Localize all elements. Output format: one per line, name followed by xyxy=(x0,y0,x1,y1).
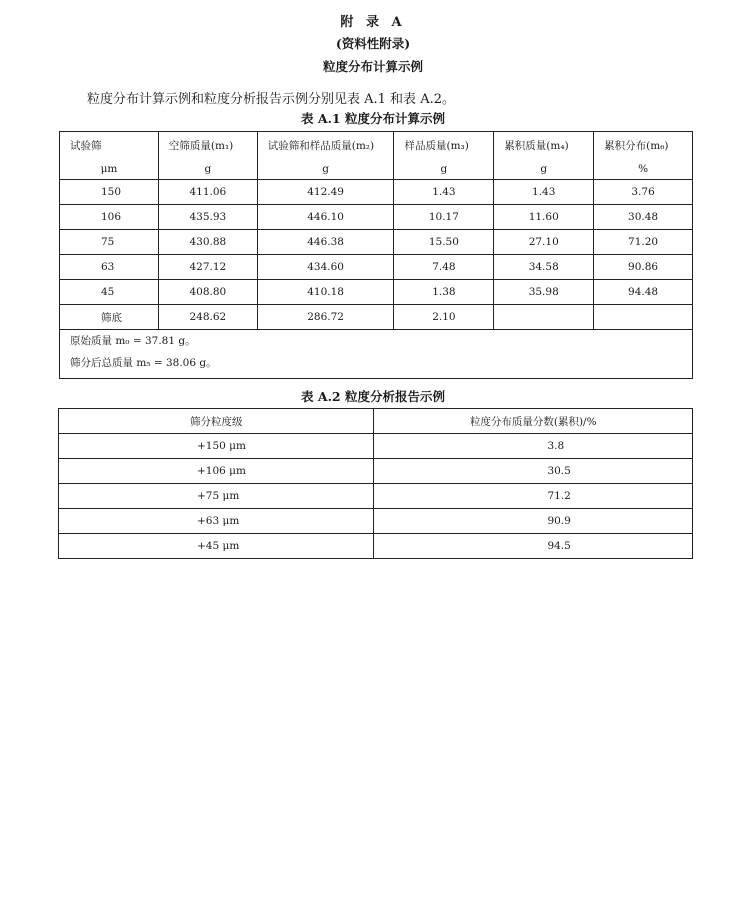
table-cell: 15.50 xyxy=(394,230,494,255)
note-total-mass: 筛分后总质量 m₅ = 38.06 g。 xyxy=(70,357,217,369)
table-cell: 30.5 xyxy=(374,459,693,484)
header-label: 样品质量(m₃) xyxy=(404,140,469,152)
table-cell: 94.5 xyxy=(374,534,693,559)
intro-paragraph: 粒度分布计算示例和粒度分析报告示例分别见表 A.1 和表 A.2。 xyxy=(87,92,455,107)
table-cell: 1.38 xyxy=(394,280,494,305)
header-unit: g xyxy=(322,163,329,175)
table-a2 xyxy=(58,408,693,559)
table-cell: 筛底 xyxy=(60,305,159,330)
table-cell: 106 xyxy=(60,205,159,230)
table-cell: +45 μm xyxy=(59,534,374,559)
table-cell: 45 xyxy=(60,280,159,305)
note-original-mass: 原始质量 m₀ = 37.81 g。 xyxy=(70,335,196,347)
table-row xyxy=(59,434,693,459)
table-cell: 71.20 xyxy=(594,230,693,255)
header-label: 试验筛和样品质量(m₂) xyxy=(267,140,375,152)
header-unit: g xyxy=(540,163,548,175)
table-cell: 35.98 xyxy=(494,280,594,305)
table-row xyxy=(59,459,693,484)
table-cell: 71.2 xyxy=(374,484,693,509)
appendix-name: 粒度分布计算示例 xyxy=(322,59,423,74)
table-cell: 34.58 xyxy=(494,255,594,280)
table-row xyxy=(60,280,693,305)
header-label: 空筛质量(m₁) xyxy=(168,140,234,152)
table-cell: +63 μm xyxy=(59,509,374,534)
table-cell: 63 xyxy=(60,255,159,280)
table-cell: +75 μm xyxy=(59,484,374,509)
header-cell: 筛分粒度级 xyxy=(59,409,374,434)
table-cell: 434.60 xyxy=(257,255,394,280)
table-cell: 90.9 xyxy=(374,509,693,534)
header-unit: g xyxy=(440,163,448,175)
table-cell: 10.17 xyxy=(394,205,494,230)
table-a2-header-row xyxy=(59,409,693,434)
table-a1-header-row xyxy=(60,132,693,180)
appendix-subtitle: (资料性附录) xyxy=(335,36,411,51)
header-cell xyxy=(594,132,693,180)
table-row xyxy=(60,180,693,205)
table-a2-caption: 表 A.2 粒度分析报告示例 xyxy=(301,389,445,404)
table-cell: 411.06 xyxy=(158,180,257,205)
table-cell: 150 xyxy=(60,180,159,205)
table-cell: 3.76 xyxy=(594,180,693,205)
table-row xyxy=(60,205,693,230)
table-cell: 286.72 xyxy=(257,305,394,330)
header-label: 累积质量(m₄) xyxy=(504,140,569,152)
header-cell xyxy=(494,132,594,180)
table-cell: 30.48 xyxy=(594,205,693,230)
appendix-title: 附 录 A xyxy=(340,15,406,30)
header-label: 累积分布(m₆) xyxy=(604,140,669,152)
header-cell xyxy=(257,132,394,180)
table-row xyxy=(59,509,693,534)
table-cell: 408.80 xyxy=(158,280,257,305)
table-a1-note-row xyxy=(60,330,693,379)
table-row xyxy=(59,484,693,509)
table-cell: 248.62 xyxy=(158,305,257,330)
table-cell: +106 μm xyxy=(59,459,374,484)
table-cell: 410.18 xyxy=(257,280,394,305)
table-cell: 427.12 xyxy=(158,255,257,280)
header-unit: % xyxy=(638,163,649,175)
header-cell xyxy=(394,132,494,180)
table-cell: 90.86 xyxy=(594,255,693,280)
table-cell: 2.10 xyxy=(394,305,494,330)
table-cell: +150 μm xyxy=(59,434,374,459)
header-cell: 粒度分布质量分数(累积)/% xyxy=(374,409,693,434)
header-unit: g xyxy=(204,163,212,175)
table-cell: 11.60 xyxy=(494,205,594,230)
table-cell: 1.43 xyxy=(394,180,494,205)
table-row xyxy=(59,534,693,559)
table-row xyxy=(60,305,693,330)
table-row xyxy=(60,230,693,255)
table-cell: 94.48 xyxy=(594,280,693,305)
table-cell: 446.10 xyxy=(257,205,394,230)
table-a1-caption: 表 A.1 粒度分布计算示例 xyxy=(301,111,445,126)
table-cell xyxy=(494,305,594,330)
table-cell: 7.48 xyxy=(394,255,494,280)
table-a1 xyxy=(59,131,693,379)
table-cell xyxy=(594,305,693,330)
table-cell: 1.43 xyxy=(494,180,594,205)
header-label: 试验筛 xyxy=(70,140,102,152)
table-cell: 412.49 xyxy=(257,180,394,205)
table-cell: 430.88 xyxy=(158,230,257,255)
table-cell: 27.10 xyxy=(494,230,594,255)
table-row xyxy=(60,255,693,280)
header-cell xyxy=(158,132,257,180)
table-cell: 435.93 xyxy=(158,205,257,230)
table-cell: 446.38 xyxy=(257,230,394,255)
table-cell: 3.8 xyxy=(374,434,693,459)
table-cell: 75 xyxy=(60,230,159,255)
table-note-cell xyxy=(60,330,693,379)
header-unit: μm xyxy=(100,163,118,175)
header-cell xyxy=(60,132,159,180)
